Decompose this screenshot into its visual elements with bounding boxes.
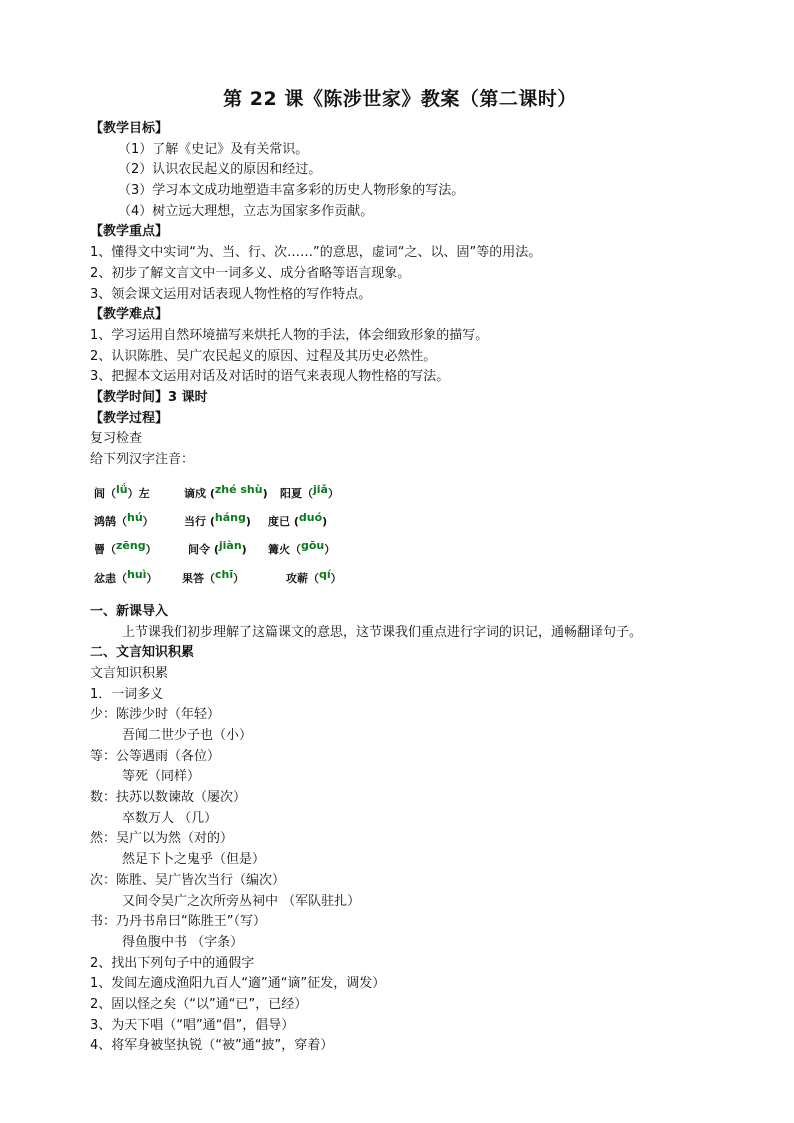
pinyin-item: 罾（zēng） [94, 539, 157, 557]
key-points-header: 【教学重点】 [90, 224, 169, 240]
objective-item: （4）树立远大理想，立志为国家多作贡献。 [118, 203, 374, 219]
pinyin-answer: lǘ [116, 482, 128, 496]
pinyin-row [90, 535, 710, 563]
pinyin-answer: hú [127, 510, 143, 524]
pinyin-item: 阳夏（jiǎ） [280, 482, 339, 500]
tongjia-title: 2、找出下列句子中的通假字 [90, 955, 255, 971]
pinyin-answer: háng [214, 510, 246, 524]
pinyin-item: 鸿鹄（hú） [94, 510, 154, 528]
intro-text: 上节课我们初步理解了这篇课文的意思，这节课我们重点进行字词的识记，通畅翻译句子。 [122, 624, 643, 640]
polysemy-entry: 次：陈胜、吴广皆次当行（编次） [90, 872, 286, 888]
tongjia-item: 2、固以怪之矣（“以”通“已”，已经） [90, 996, 308, 1012]
review-heading: 复习检查 [90, 431, 143, 447]
polysemy-entry: 数：扶苏以数谏故（屡次） [90, 790, 247, 806]
pinyin-item: 忿恚（huì） [94, 567, 158, 585]
pinyin-answer: chī [215, 567, 234, 581]
pinyin-answer: zhé shù [214, 482, 263, 496]
polysemy-entry: 然：吴广以为然（对的） [90, 831, 234, 847]
tongjia-item: 1、发闾左適戍渔阳九百人“適”通“谪”征发，调发） [90, 976, 386, 992]
difficulty-item: 2、认识陈胜、吴广农民起义的原因、过程及其历史必然性。 [90, 348, 437, 364]
pinyin-item: 间令 (jiàn) [188, 539, 247, 557]
tongjia-item: 3、为天下唱（“唱”通“倡”，倡导） [90, 1017, 295, 1033]
pinyin-row [90, 564, 710, 592]
pinyin-answer: huì [127, 567, 147, 581]
pinyin-item: 度已 (duó) [268, 510, 328, 528]
objective-item: （3）学习本文成功地塑造丰富多彩的历史人物形象的写法。 [118, 183, 465, 199]
accumulation-header: 二、文言知识积累 [90, 645, 195, 661]
pinyin-answer: duó [298, 510, 323, 524]
polysemy-example: 吾闻二世少子也（小） [122, 728, 253, 743]
teaching-time: 【教学时间】3 课时 [90, 389, 208, 405]
objectives-header: 【教学目标】 [90, 121, 169, 136]
pinyin-prompt: 给下列汉字注音： [90, 452, 195, 467]
difficulties-header: 【教学难点】 [90, 307, 169, 323]
polysemy-example: 等死（同样） [122, 769, 201, 785]
pinyin-item: 谪戍 (zhé shù) [184, 482, 268, 500]
pinyin-row [90, 479, 710, 507]
pinyin-item: 闾（lǘ）左 [94, 482, 150, 500]
polysemy-entry: 等：公等遇雨（各位） [90, 748, 221, 764]
pinyin-item: 果答（chī） [182, 567, 245, 585]
objective-item: （1）了解《史记》及有关常识。 [118, 141, 309, 157]
intro-header: 一、新课导入 [90, 603, 169, 619]
difficulty-item: 1、学习运用自然环境描写来烘托人物的手法，体会细致形象的描写。 [90, 327, 489, 343]
tongjia-item: 4、将军身被坚执锐（“被”通“披”，穿着） [90, 1038, 334, 1054]
polysemy-title: 1．一词多义 [90, 686, 164, 702]
pinyin-answer: jiǎ [313, 482, 328, 496]
document-page [90, 84, 710, 1057]
polysemy-example: 得鱼腹中书 （字条） [122, 934, 244, 950]
polysemy-example: 然足下卜之鬼乎（但是） [122, 852, 266, 868]
pinyin-item: 篝火（gōu） [268, 539, 336, 557]
pinyin-answer: jiàn [218, 539, 242, 553]
accumulation-subtitle: 文言知识积累 [90, 665, 169, 681]
pinyin-answer: gōu [301, 539, 325, 553]
pinyin-item: 当行 (háng) [184, 510, 251, 528]
pinyin-item: 攻蕲（qí） [286, 567, 342, 585]
pinyin-exercise [90, 479, 710, 592]
key-point-item: 3、领会课文运用对话表现人物性格的写作特点。 [90, 286, 372, 302]
polysemy-entry: 书：乃丹书帛曰“陈胜王”（写） [90, 914, 266, 930]
pinyin-answer: zēng [116, 539, 146, 553]
key-point-item: 2、初步了解文言文中一词多义、成分省略等语言现象。 [90, 265, 411, 281]
difficulty-item: 3、把握本文运用对话及对话时的语气来表现人物性格的写法。 [90, 369, 450, 385]
objective-item: （2）认识农民起义的原因和经过。 [118, 162, 322, 178]
page-title: 第 22 课《陈涉世家》教案（第二课时） [223, 88, 577, 110]
polysemy-entry: 少：陈涉少时（年轻） [90, 707, 221, 723]
key-point-item: 1、懂得文中实词“为、当、行、次……”的意思，虚词“之、以、固”等的用法。 [90, 245, 542, 261]
process-header: 【教学过程】 [90, 410, 169, 426]
polysemy-example: 卒数万人 （几） [122, 810, 218, 826]
polysemy-example: 又间令吴广之次所旁丛祠中 （军队驻扎） [122, 893, 361, 909]
pinyin-answer: qí [319, 567, 331, 581]
pinyin-row [90, 507, 710, 535]
